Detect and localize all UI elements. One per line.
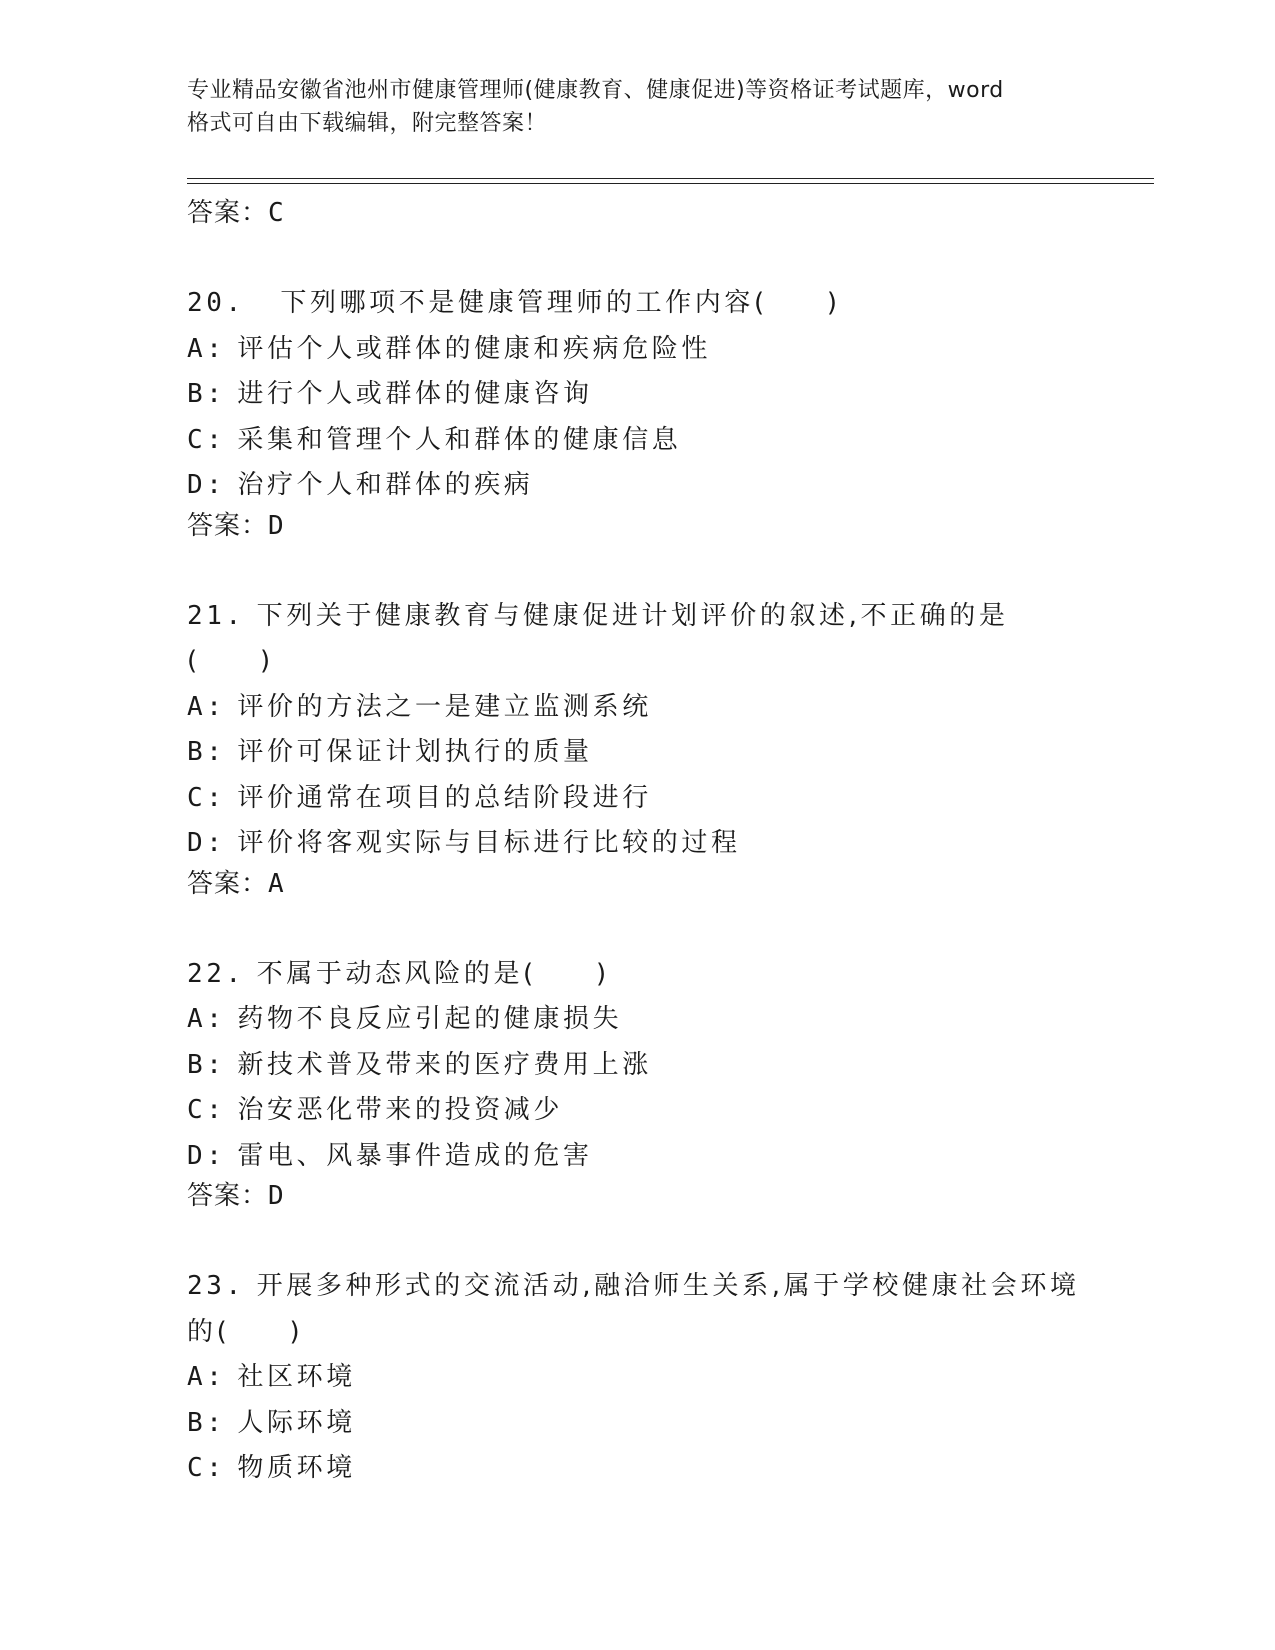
- option-b: B: 评价可保证计划执行的质量: [187, 737, 593, 767]
- question-22: [187, 952, 1087, 1214]
- option-b: B: 新技术普及带来的医疗费用上涨: [187, 1049, 652, 1080]
- option-d: D: 雷电、风暴事件造成的危害: [187, 1140, 593, 1171]
- header-line-1: 专业精品安徽省池州市健康管理师(健康教育、健康促进)等资格证考试题库，word: [187, 78, 1004, 103]
- option-a: A: 药物不良反应引起的健康损失: [187, 1004, 623, 1034]
- question-text: 20. 下列哪项不是健康管理师的工作内容( ): [187, 288, 841, 318]
- option-b: B: 人际环境: [187, 1407, 356, 1438]
- option-a: A: 社区环境: [187, 1362, 356, 1392]
- option-c: C: 采集和管理个人和群体的健康信息: [187, 424, 682, 455]
- option-c: C: 治安恶化带来的投资减少: [187, 1095, 563, 1125]
- answer-previous: 答案：C: [187, 198, 285, 228]
- answer: 答案：D: [187, 1181, 285, 1211]
- answer: 答案：A: [187, 868, 285, 899]
- option-d: D: 评价将客观实际与目标进行比较的过程: [187, 828, 741, 858]
- header-divider-bottom: [187, 183, 1154, 184]
- option-a: A: 评估个人或群体的健康和疾病危险性: [187, 333, 711, 364]
- header-divider-top: [187, 178, 1154, 179]
- question-text: 22. 不属于动态风险的是( ): [187, 958, 610, 989]
- option-b: B: 进行个人或群体的健康咨询: [187, 379, 593, 409]
- question-text: 21. 下列关于健康教育与健康促进计划评价的叙述,不正确的是( ): [187, 600, 1009, 676]
- question-text: 23. 开展多种形式的交流活动,融洽师生关系,属于学校健康社会环境: [187, 1271, 1080, 1301]
- question-21: [187, 594, 1087, 901]
- option-c: C: 评价通常在项目的总结阶段进行: [187, 782, 652, 813]
- option-d: D: 治疗个人和群体的疾病: [187, 470, 534, 500]
- option-a: A: 评价的方法之一是建立监测系统: [187, 691, 652, 722]
- question-text-continued: 的( ): [187, 1316, 304, 1347]
- question-20: [187, 281, 1087, 543]
- question-23: [187, 1264, 1087, 1492]
- header-line-2: 格式可自由下载编辑，附完整答案！: [187, 111, 548, 136]
- document-body: [187, 190, 1087, 1492]
- answer: 答案：D: [187, 510, 285, 541]
- option-c: C: 物质环境: [187, 1453, 356, 1483]
- page-header: [187, 74, 1087, 140]
